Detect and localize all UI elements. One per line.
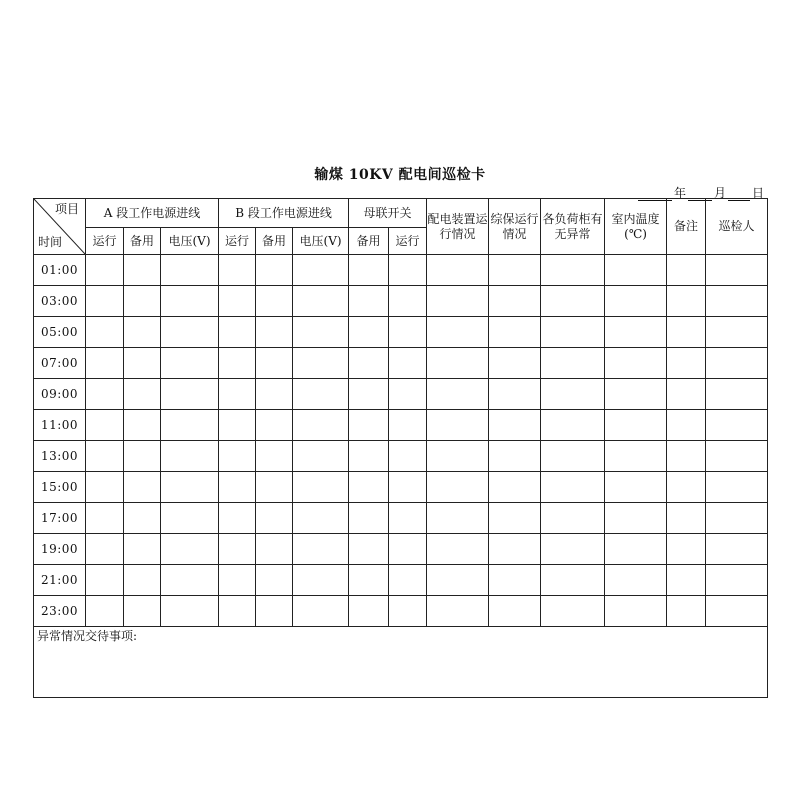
entry-cell[interactable] [86, 348, 124, 379]
entry-cell[interactable] [293, 379, 349, 410]
entry-cell[interactable] [706, 534, 768, 565]
entry-cell[interactable] [667, 255, 706, 286]
entry-cell[interactable] [605, 255, 667, 286]
entry-cell[interactable] [667, 379, 706, 410]
entry-cell[interactable] [706, 286, 768, 317]
tie-run-header: 运行 [389, 228, 427, 255]
entry-cell[interactable] [256, 255, 293, 286]
entry-cell[interactable] [293, 286, 349, 317]
entry-cell[interactable] [605, 441, 667, 472]
table-row [34, 472, 768, 503]
entry-cell[interactable] [86, 255, 124, 286]
entry-cell[interactable] [86, 596, 124, 627]
entry-cell[interactable] [293, 348, 349, 379]
entry-cell[interactable] [605, 286, 667, 317]
entry-cell[interactable] [489, 565, 541, 596]
entry-cell[interactable] [349, 255, 389, 286]
entry-cell[interactable] [541, 441, 605, 472]
day-label: 日 [751, 186, 764, 200]
time-cell: 15:00 [34, 472, 86, 503]
entry-cell[interactable] [124, 596, 161, 627]
entry-cell[interactable] [86, 379, 124, 410]
entry-cell[interactable] [219, 596, 256, 627]
entry-cell[interactable] [541, 286, 605, 317]
entry-cell[interactable] [256, 596, 293, 627]
entry-cell[interactable] [389, 410, 427, 441]
entry-cell[interactable] [161, 596, 219, 627]
entry-cell[interactable] [541, 534, 605, 565]
entry-cell[interactable] [219, 472, 256, 503]
entry-cell[interactable] [256, 317, 293, 348]
entry-cell[interactable] [427, 596, 489, 627]
entry-cell[interactable] [605, 348, 667, 379]
entry-cell[interactable] [349, 472, 389, 503]
entry-cell[interactable] [256, 472, 293, 503]
entry-cell[interactable] [349, 596, 389, 627]
entry-cell[interactable] [219, 255, 256, 286]
entry-cell[interactable] [256, 286, 293, 317]
b-voltage-header: 电压(V) [293, 228, 349, 255]
entry-cell[interactable] [706, 565, 768, 596]
table-row [34, 503, 768, 534]
entry-cell[interactable] [349, 348, 389, 379]
entry-cell[interactable] [124, 503, 161, 534]
entry-cell[interactable] [541, 472, 605, 503]
entry-cell[interactable] [389, 441, 427, 472]
entry-cell[interactable] [219, 503, 256, 534]
entry-cell[interactable] [389, 596, 427, 627]
entry-cell[interactable] [605, 317, 667, 348]
entry-cell[interactable] [256, 534, 293, 565]
entry-cell[interactable] [86, 286, 124, 317]
entry-cell[interactable] [161, 472, 219, 503]
entry-cell[interactable] [161, 317, 219, 348]
entry-cell[interactable] [124, 255, 161, 286]
entry-cell[interactable] [219, 565, 256, 596]
entry-cell[interactable] [124, 286, 161, 317]
entry-cell[interactable] [124, 534, 161, 565]
entry-cell[interactable] [541, 255, 605, 286]
entry-cell[interactable] [706, 348, 768, 379]
time-cell: 01:00 [34, 255, 86, 286]
entry-cell[interactable] [161, 441, 219, 472]
entry-cell[interactable] [541, 596, 605, 627]
entry-cell[interactable] [124, 348, 161, 379]
entry-cell[interactable] [541, 565, 605, 596]
entry-cell[interactable] [161, 348, 219, 379]
b-standby-header: 备用 [256, 228, 293, 255]
entry-cell[interactable] [427, 348, 489, 379]
time-cell: 19:00 [34, 534, 86, 565]
entry-cell[interactable] [605, 596, 667, 627]
entry-cell[interactable] [219, 348, 256, 379]
entry-cell[interactable] [219, 534, 256, 565]
entry-cell[interactable] [389, 472, 427, 503]
table-row [34, 286, 768, 317]
entry-cell[interactable] [349, 286, 389, 317]
entry-cell[interactable] [219, 379, 256, 410]
entry-cell[interactable] [389, 317, 427, 348]
item-label: 项目 [54, 202, 79, 216]
protection-header: 综保运行情况 [489, 199, 541, 255]
notes-row [34, 627, 768, 698]
entry-cell[interactable] [605, 410, 667, 441]
inspection-table [33, 198, 768, 698]
entry-cell[interactable] [427, 379, 489, 410]
time-cell: 09:00 [34, 379, 86, 410]
entry-cell[interactable] [427, 503, 489, 534]
entry-cell[interactable] [706, 472, 768, 503]
entry-cell[interactable] [605, 472, 667, 503]
year-label: 年 [673, 186, 686, 200]
entry-cell[interactable] [706, 441, 768, 472]
entry-cell[interactable] [293, 441, 349, 472]
entry-cell[interactable] [256, 348, 293, 379]
tie-group-header: 母联开关 [349, 199, 427, 228]
table-row [34, 565, 768, 596]
entry-cell[interactable] [667, 317, 706, 348]
entry-cell[interactable] [667, 565, 706, 596]
entry-cell[interactable] [605, 534, 667, 565]
month-label: 月 [713, 186, 726, 200]
entry-cell[interactable] [427, 534, 489, 565]
entry-cell[interactable] [293, 317, 349, 348]
entry-cell[interactable] [161, 565, 219, 596]
entry-cell[interactable] [349, 410, 389, 441]
entry-cell[interactable] [489, 348, 541, 379]
entry-cell[interactable] [86, 441, 124, 472]
entry-cell[interactable] [86, 472, 124, 503]
entry-cell[interactable] [667, 596, 706, 627]
entry-cell[interactable] [219, 286, 256, 317]
time-cell: 17:00 [34, 503, 86, 534]
entry-cell[interactable] [427, 441, 489, 472]
b-run-header: 运行 [219, 228, 256, 255]
corner-header [34, 199, 86, 255]
entry-cell[interactable] [489, 596, 541, 627]
table-row [34, 255, 768, 286]
a-run-header: 运行 [86, 228, 124, 255]
entry-cell[interactable] [161, 379, 219, 410]
entry-cell[interactable] [256, 379, 293, 410]
entry-cell[interactable] [706, 317, 768, 348]
entry-cell[interactable] [349, 565, 389, 596]
entry-cell[interactable] [293, 534, 349, 565]
notes-area[interactable] [34, 627, 768, 698]
entry-cell[interactable] [706, 503, 768, 534]
entry-cell[interactable] [667, 410, 706, 441]
time-cell: 05:00 [34, 317, 86, 348]
entry-cell[interactable] [489, 534, 541, 565]
entry-cell[interactable] [86, 565, 124, 596]
entry-cell[interactable] [124, 441, 161, 472]
time-cell: 03:00 [34, 286, 86, 317]
entry-cell[interactable] [667, 348, 706, 379]
a-voltage-header: 电压(V) [161, 228, 219, 255]
entry-cell[interactable] [349, 534, 389, 565]
table-row [34, 410, 768, 441]
entry-cell[interactable] [161, 286, 219, 317]
entry-cell[interactable] [256, 503, 293, 534]
entry-cell[interactable] [605, 503, 667, 534]
entry-cell[interactable] [541, 410, 605, 441]
entry-cell[interactable] [86, 317, 124, 348]
temp-header: 室内温度(℃) [605, 199, 667, 255]
inspector-header: 巡检人 [706, 199, 768, 255]
entry-cell[interactable] [219, 410, 256, 441]
entry-cell[interactable] [389, 255, 427, 286]
notes-label: 异常情况交待事项: [37, 629, 138, 643]
entry-cell[interactable] [389, 379, 427, 410]
entry-cell[interactable] [706, 596, 768, 627]
time-cell: 21:00 [34, 565, 86, 596]
entry-cell[interactable] [389, 534, 427, 565]
entry-cell[interactable] [161, 255, 219, 286]
entry-cell[interactable] [219, 317, 256, 348]
entry-cell[interactable] [256, 565, 293, 596]
entry-cell[interactable] [605, 565, 667, 596]
time-cell: 11:00 [34, 410, 86, 441]
table-row [34, 317, 768, 348]
page-title: 输煤 10KV 配电间巡检卡 [314, 167, 486, 183]
entry-cell[interactable] [293, 565, 349, 596]
entry-cell[interactable] [706, 379, 768, 410]
entry-cell[interactable] [86, 410, 124, 441]
entry-cell[interactable] [124, 472, 161, 503]
entry-cell[interactable] [706, 410, 768, 441]
entry-cell[interactable] [427, 286, 489, 317]
entry-cell[interactable] [124, 410, 161, 441]
entry-cell[interactable] [349, 503, 389, 534]
entry-cell[interactable] [256, 441, 293, 472]
entry-cell[interactable] [489, 410, 541, 441]
entry-cell[interactable] [489, 317, 541, 348]
entry-cell[interactable] [427, 255, 489, 286]
entry-cell[interactable] [219, 441, 256, 472]
entry-cell[interactable] [541, 348, 605, 379]
b-group-header: B 段工作电源进线 [219, 199, 349, 228]
entry-cell[interactable] [161, 410, 219, 441]
a-group-header: A 段工作电源进线 [86, 199, 219, 228]
table-row [34, 379, 768, 410]
entry-cell[interactable] [427, 317, 489, 348]
entry-cell[interactable] [389, 565, 427, 596]
entry-cell[interactable] [389, 348, 427, 379]
time-cell: 23:00 [34, 596, 86, 627]
entry-cell[interactable] [427, 410, 489, 441]
entry-cell[interactable] [293, 255, 349, 286]
entry-cell[interactable] [667, 472, 706, 503]
a-standby-header: 备用 [124, 228, 161, 255]
table-row [34, 441, 768, 472]
entry-cell[interactable] [349, 441, 389, 472]
entry-cell[interactable] [667, 503, 706, 534]
entry-cell[interactable] [541, 317, 605, 348]
entry-cell[interactable] [124, 317, 161, 348]
entry-cell[interactable] [293, 472, 349, 503]
entry-cell[interactable] [124, 379, 161, 410]
tie-standby-header: 备用 [349, 228, 389, 255]
entry-cell[interactable] [605, 379, 667, 410]
entry-cell[interactable] [293, 596, 349, 627]
entry-cell[interactable] [427, 472, 489, 503]
entry-cell[interactable] [389, 503, 427, 534]
device-header: 配电装置运行情况 [427, 199, 489, 255]
entry-cell[interactable] [389, 286, 427, 317]
table-row [34, 596, 768, 627]
entry-cell[interactable] [293, 410, 349, 441]
entry-cell[interactable] [541, 503, 605, 534]
entry-cell[interactable] [86, 503, 124, 534]
entry-cell[interactable] [667, 534, 706, 565]
entry-cell[interactable] [489, 472, 541, 503]
entry-cell[interactable] [489, 255, 541, 286]
entry-cell[interactable] [541, 379, 605, 410]
table-row [34, 534, 768, 565]
time-label: 时间 [38, 235, 63, 249]
remark-header: 备注 [667, 199, 706, 255]
entry-cell[interactable] [489, 379, 541, 410]
entry-cell[interactable] [667, 286, 706, 317]
time-cell: 07:00 [34, 348, 86, 379]
entry-cell[interactable] [349, 317, 389, 348]
time-cell: 13:00 [34, 441, 86, 472]
entry-cell[interactable] [86, 534, 124, 565]
entry-cell[interactable] [161, 534, 219, 565]
entry-cell[interactable] [489, 503, 541, 534]
entry-cell[interactable] [124, 565, 161, 596]
table-row [34, 348, 768, 379]
entry-cell[interactable] [706, 255, 768, 286]
entry-cell[interactable] [489, 286, 541, 317]
entry-cell[interactable] [161, 503, 219, 534]
entry-cell[interactable] [256, 410, 293, 441]
entry-cell[interactable] [667, 441, 706, 472]
entry-cell[interactable] [489, 441, 541, 472]
entry-cell[interactable] [293, 503, 349, 534]
load-header: 各负荷柜有无异常 [541, 199, 605, 255]
entry-cell[interactable] [427, 565, 489, 596]
entry-cell[interactable] [349, 379, 389, 410]
